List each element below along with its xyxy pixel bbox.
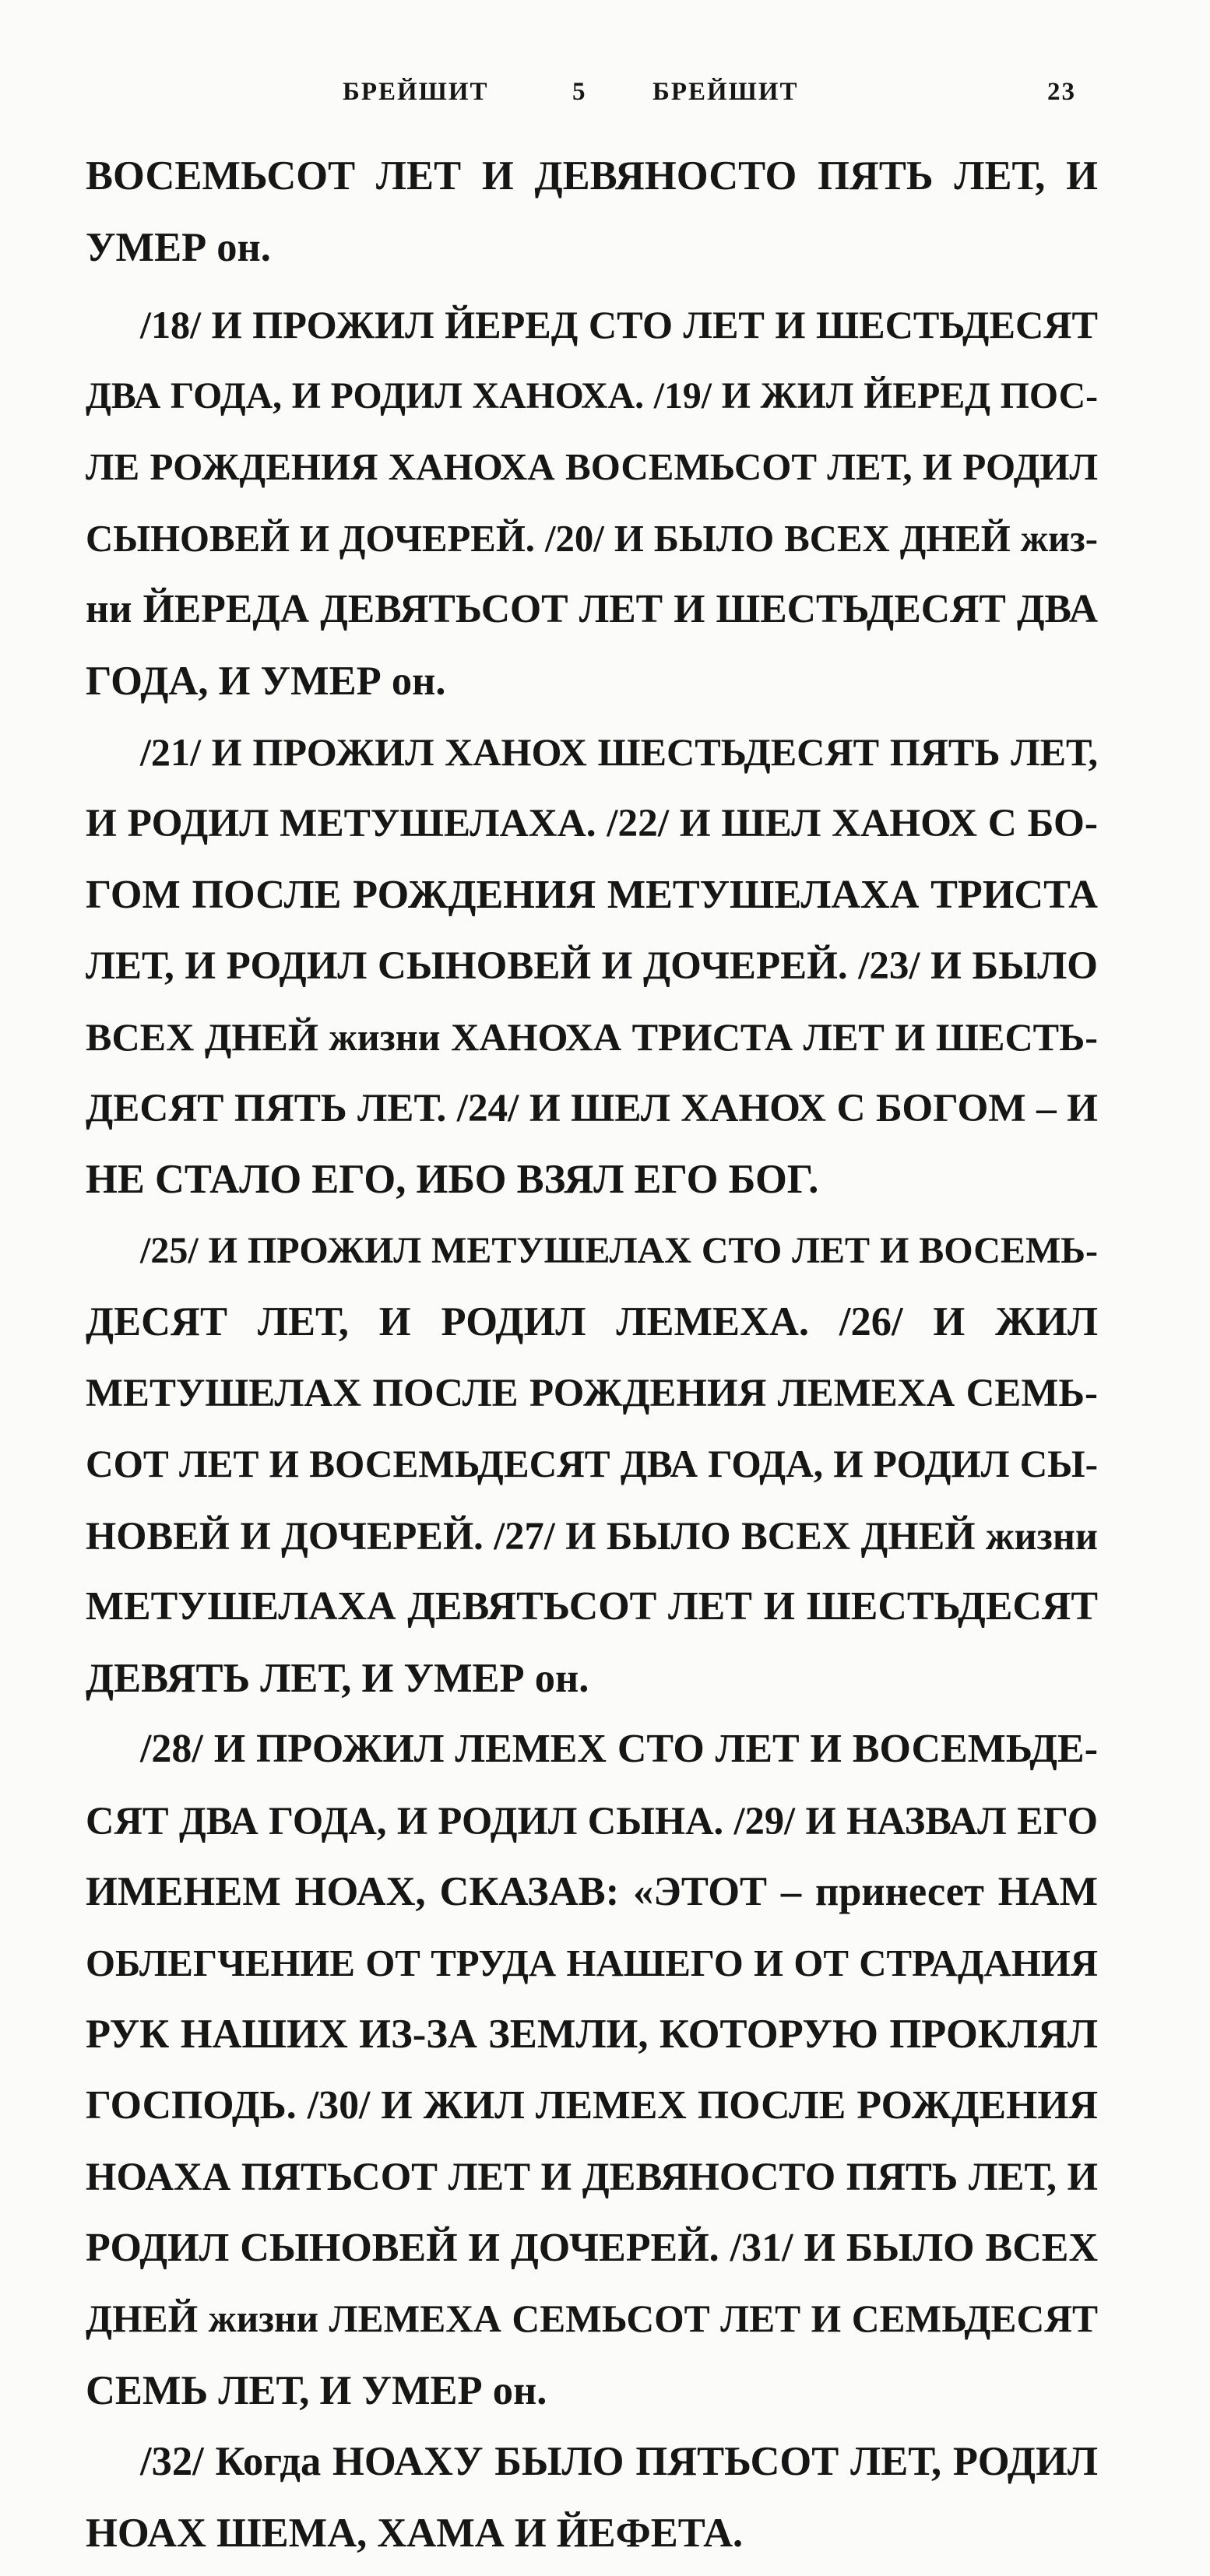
header-book-title-left: БРЕЙШИТ [343,78,489,107]
text-line: СЫНОВЕЙ И ДОЧЕРЕЙ. /20/ И БЫЛО ВСЕХ ДНЕЙ жиз- [86,511,1098,582]
text-line: ГОСПОДЬ. /30/ И ЖИЛ ЛЕМЕХ ПОСЛЕ РОЖДЕНИЯ [86,2078,1098,2149]
text-line: /21/ И ПРОЖИЛ ХАНОХ ШЕСТЬДЕСЯТ ПЯТЬ ЛЕТ, [86,724,1098,796]
text-line: /28/ И ПРОЖИЛ ЛЕМЕХ СТО ЛЕТ И ВОСЕМЬДЕ- [86,1721,1098,1793]
text-line: ЛЕТ, И РОДИЛ СЫНОВЕЙ И ДОЧЕРЕЙ. /23/ И БЫЛО [86,938,1098,1010]
header-chapter-number: 5 [572,78,587,107]
text-line: ГОМ ПОСЛЕ РОЖДЕНИЯ МЕТУШЕЛАХА ТРИСТА [86,866,1098,938]
text-line: СЕМЬ ЛЕТ, И УМЕР он. [86,2363,1098,2434]
text-line: УМЕР он. [86,220,1098,291]
text-line: МЕТУШЕЛАХА ДЕВЯТЬСОТ ЛЕТ И ШЕСТЬДЕСЯТ [86,1579,1098,1650]
body-text [86,148,1098,2576]
page-number: 23 [1047,78,1076,107]
text-line: ОБЛЕГЧЕНИЕ ОТ ТРУДА НАШЕГО И ОТ СТРАДАНИЯ [86,1935,1098,2007]
text-line: ДЕСЯТ ЛЕТ, И РОДИЛ ЛЕМЕХА. /26/ И ЖИЛ [86,1294,1098,1365]
text-line: НЕ СТАЛО ЕГО, ИБО ВЗЯЛ ЕГО БОГ. [86,1151,1098,1223]
text-line: ДВА ГОДА, И РОДИЛ ХАНОХА. /19/ И ЖИЛ ЙЕРЕД ПОС- [86,368,1098,440]
text-line: /32/ Когда НОАХУ БЫЛО ПЯТЬСОТ ЛЕТ, РОДИЛ [86,2434,1098,2505]
text-line: И РОДИЛ МЕТУШЕЛАХА. /22/ И ШЕЛ ХАНОХ С БО- [86,796,1098,867]
text-line: НОАХА ПЯТЬСОТ ЛЕТ И ДЕВЯНОСТО ПЯТЬ ЛЕТ, И [86,2149,1098,2220]
text-line: /18/ И ПРОЖИЛ ЙЕРЕД СТО ЛЕТ И ШЕСТЬДЕСЯТ [86,297,1098,368]
running-header [0,78,1210,125]
text-line: ни ЙЕРЕДА ДЕВЯТЬСОТ ЛЕТ И ШЕСТЬДЕСЯТ ДВА [86,582,1098,653]
text-line: ДНЕЙ жизни ЛЕМЕХА СЕМЬСОТ ЛЕТ И СЕМЬДЕСЯТ [86,2291,1098,2363]
text-line: НОВЕЙ И ДОЧЕРЕЙ. /27/ И БЫЛО ВСЕХ ДНЕЙ жизни [86,1508,1098,1580]
text-line: РУК НАШИХ ИЗ-ЗА ЗЕМЛИ, КОТОРУЮ ПРОКЛЯЛ [86,2006,1098,2078]
text-line: ИМЕНЕМ НОАХ, СКАЗАВ: «ЭТОТ – принесет НАМ [86,1864,1098,1935]
text-line: СЯТ ДВА ГОДА, И РОДИЛ СЫНА. /29/ И НАЗВАЛ ЕГО [86,1793,1098,1864]
text-line: ВОСЕМЬСОТ ЛЕТ И ДЕВЯНОСТО ПЯТЬ ЛЕТ, И [86,148,1098,220]
text-line: /25/ И ПРОЖИЛ МЕТУШЕЛАХ СТО ЛЕТ И ВОСЕМЬ- [86,1223,1098,1295]
text-line: ВСЕХ ДНЕЙ жизни ХАНОХА ТРИСТА ЛЕТ И ШЕСТЬ- [86,1009,1098,1081]
text-line: ЛЕ РОЖДЕНИЯ ХАНОХА ВОСЕМЬСОТ ЛЕТ, И РОДИЛ [86,439,1098,511]
text-line: МЕТУШЕЛАХ ПОСЛЕ РОЖДЕНИЯ ЛЕМЕХА СЕМЬ- [86,1365,1098,1437]
text-line: ДЕСЯТ ПЯТЬ ЛЕТ. /24/ И ШЕЛ ХАНОХ С БОГОМ – И [86,1081,1098,1152]
text-line: СОТ ЛЕТ И ВОСЕМЬДЕСЯТ ДВА ГОДА, И РОДИЛ СЫ- [86,1436,1098,1508]
header-book-title-right: БРЕЙШИТ [652,78,799,107]
text-line: НОАХ ШЕМА, ХАМА И ЙЕФЕТА. [86,2505,1098,2576]
text-line: ДЕВЯТЬ ЛЕТ, И УМЕР он. [86,1650,1098,1722]
text-line: ГОДА, И УМЕР он. [86,653,1098,725]
text-line: РОДИЛ СЫНОВЕЙ И ДОЧЕРЕЙ. /31/ И БЫЛО ВСЕХ [86,2220,1098,2292]
